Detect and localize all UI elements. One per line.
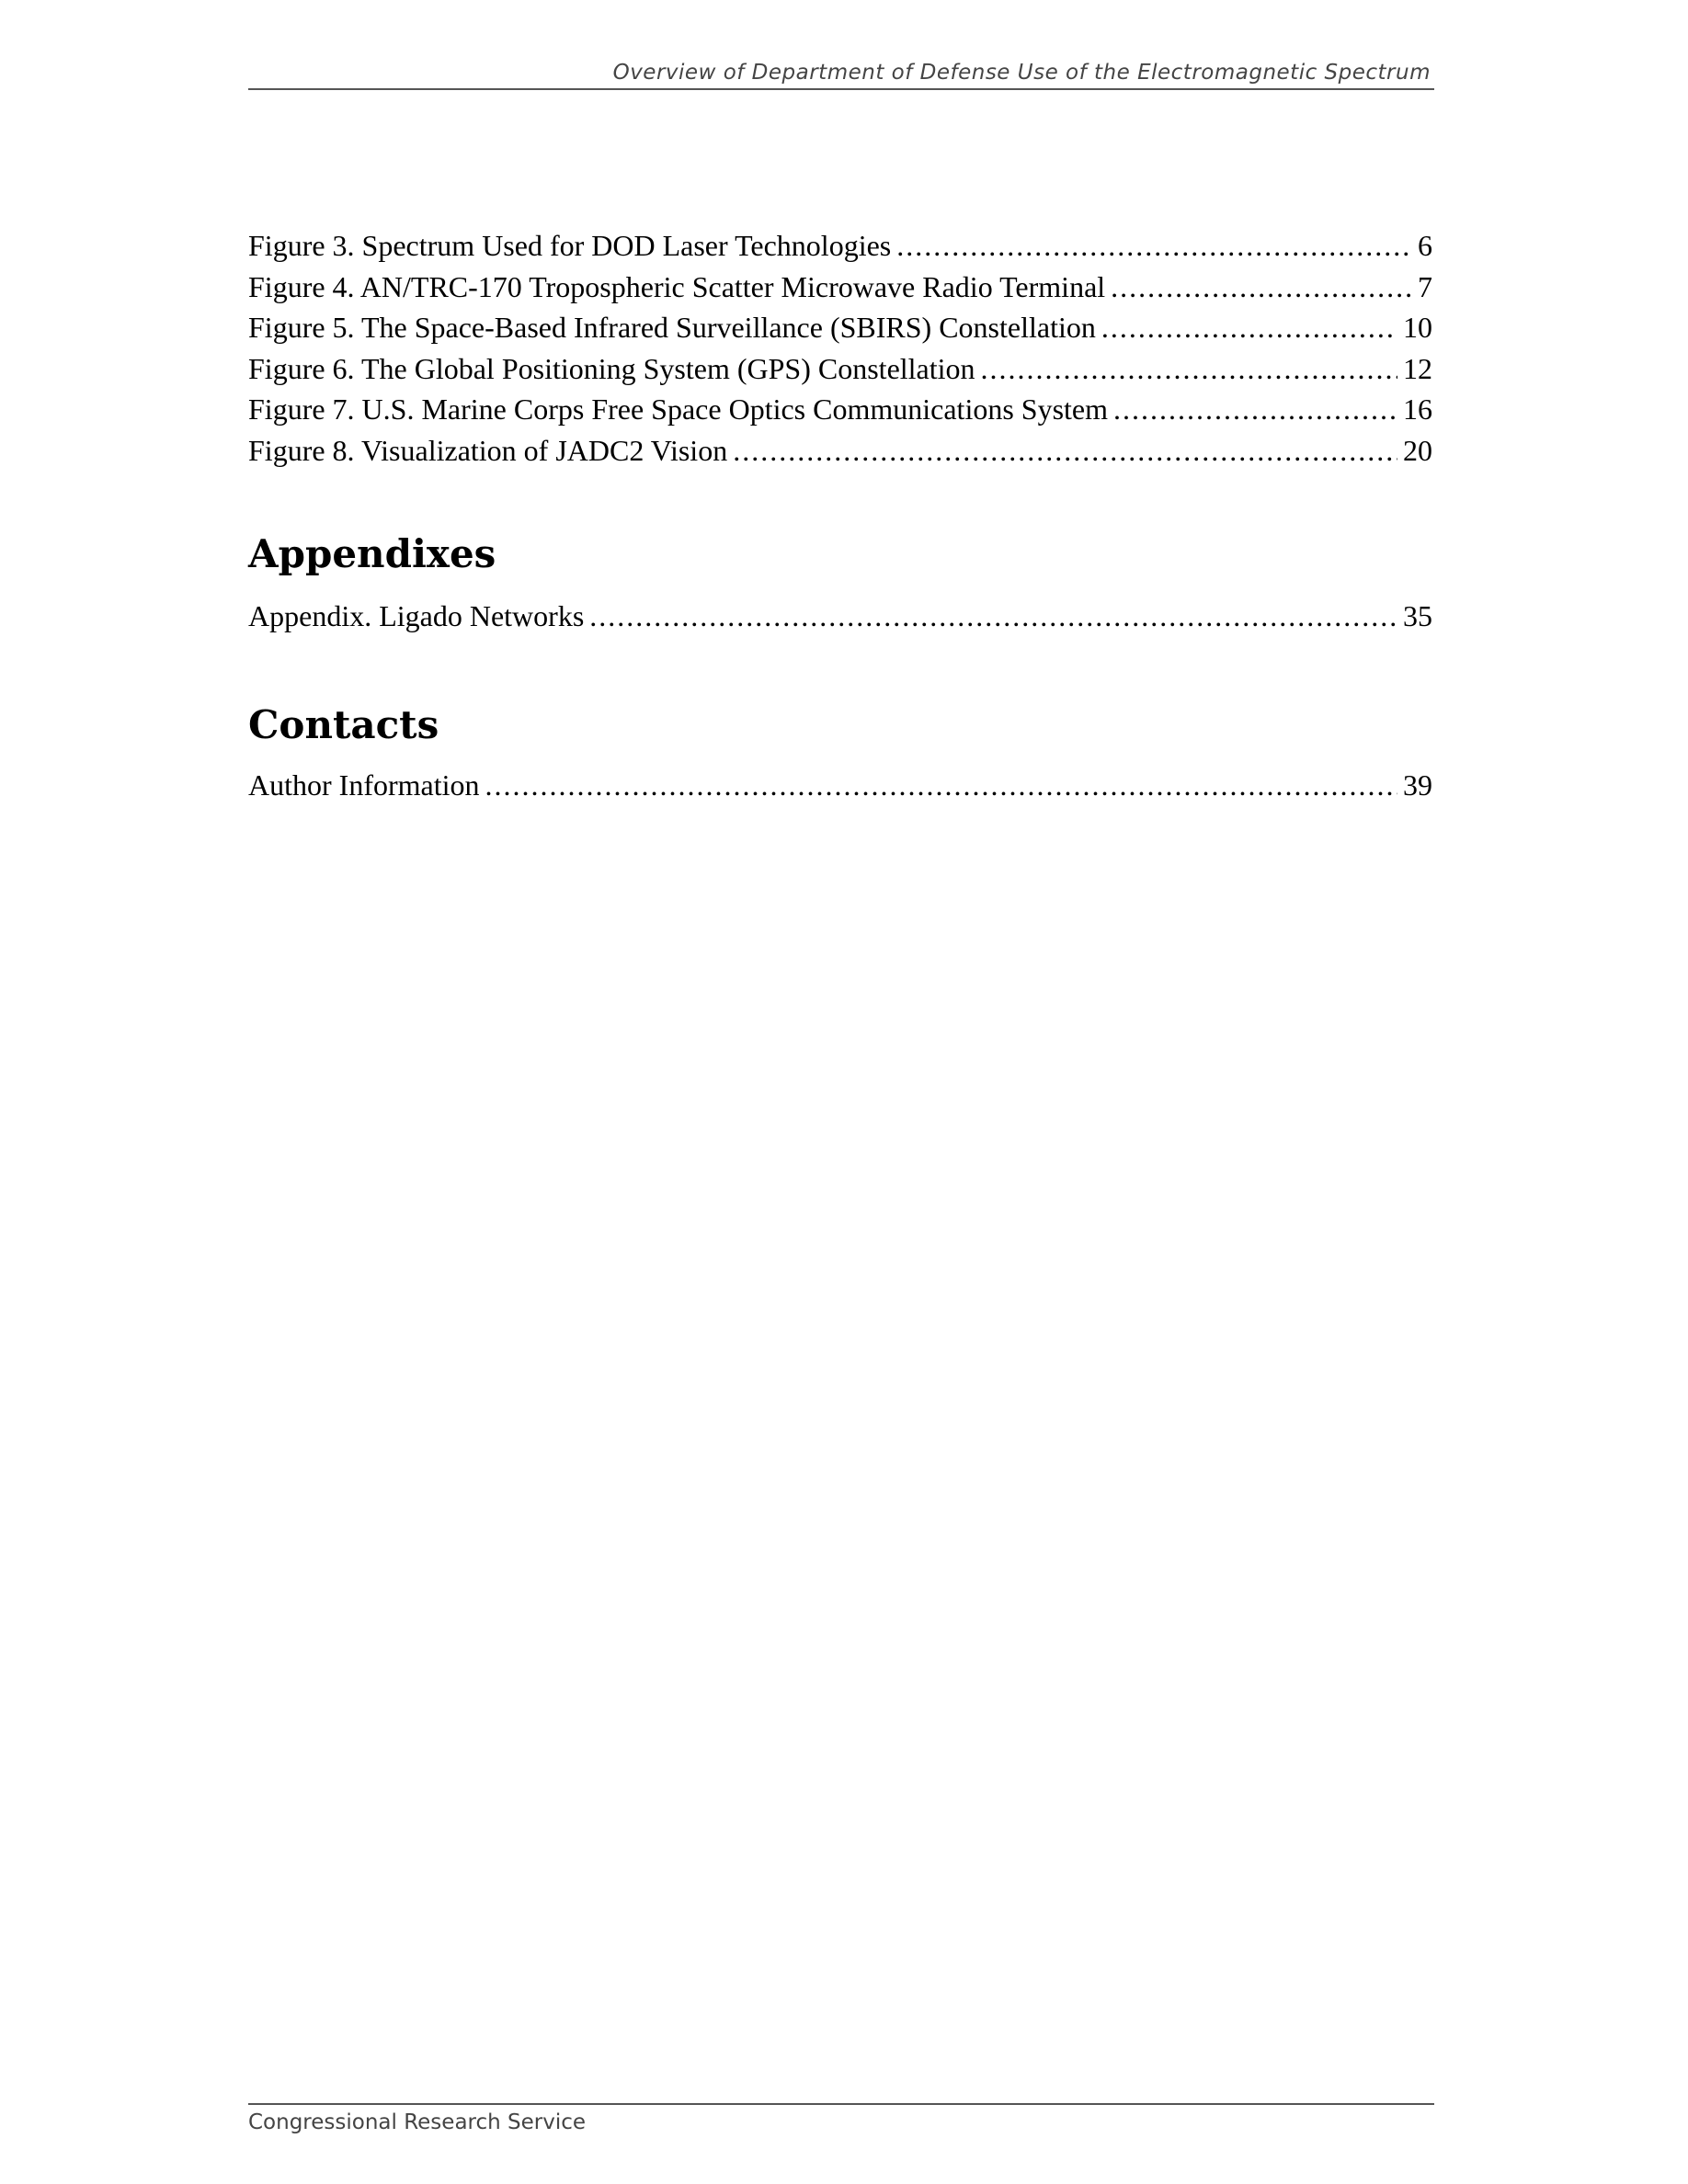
toc-entry-label: Figure 8. Visualization of JADC2 Vision — [248, 433, 728, 467]
toc-entry-page: 12 — [1403, 351, 1432, 385]
contacts-list — [248, 765, 1432, 806]
toc-entry[interactable] — [248, 348, 1432, 390]
toc-entry-page: 6 — [1418, 229, 1432, 262]
toc-entry[interactable] — [248, 225, 1432, 267]
dot-leader — [981, 348, 1397, 390]
toc-entry[interactable] — [248, 307, 1432, 348]
dot-leader — [1113, 389, 1397, 430]
appendixes-list — [248, 596, 1432, 637]
dot-leader — [1111, 267, 1412, 308]
toc-entry-label: Figure 4. AN/TRC-170 Tropospheric Scatter Microwave Radio Terminal — [248, 269, 1106, 303]
toc-entry-page: 35 — [1403, 599, 1432, 632]
toc-entry-page: 16 — [1403, 392, 1432, 426]
footer-source: Congressional Research Service — [248, 2110, 587, 2134]
toc-entry[interactable] — [248, 596, 1432, 637]
running-header — [248, 57, 1434, 90]
toc-entry-page: 10 — [1403, 311, 1432, 344]
dot-leader — [733, 430, 1397, 472]
dot-leader — [896, 225, 1412, 267]
running-header-title: Overview of Department of Defense Use of the Electromagnetic Spectrum — [612, 61, 1431, 85]
toc-entry-label: Author Information — [248, 768, 480, 802]
toc-entry-page: 7 — [1418, 269, 1432, 303]
toc-entry-label: Figure 3. Spectrum Used for DOD Laser Technologies — [248, 229, 892, 262]
contacts-heading: Contacts — [248, 702, 439, 747]
dot-leader — [589, 596, 1397, 637]
toc-entry-page: 20 — [1403, 433, 1432, 467]
running-footer — [248, 2103, 1434, 2138]
toc-entry-page: 39 — [1403, 768, 1432, 802]
toc-entry-label: Figure 6. The Global Positioning System (GPS) Constellation — [248, 351, 975, 385]
toc-entry[interactable] — [248, 430, 1432, 472]
toc-entry-label: Figure 5. The Space-Based Infrared Surveillance (SBIRS) Constellation — [248, 311, 1096, 344]
dot-leader — [485, 765, 1398, 806]
figures-list — [248, 225, 1432, 471]
toc-entry-label: Appendix. Ligado Networks — [248, 599, 585, 632]
appendixes-heading: Appendixes — [248, 531, 496, 576]
toc-entry[interactable] — [248, 765, 1432, 806]
toc-entry[interactable] — [248, 267, 1432, 308]
toc-entry[interactable] — [248, 389, 1432, 430]
dot-leader — [1101, 307, 1397, 348]
toc-entry-label: Figure 7. U.S. Marine Corps Free Space Optics Communications System — [248, 392, 1109, 426]
